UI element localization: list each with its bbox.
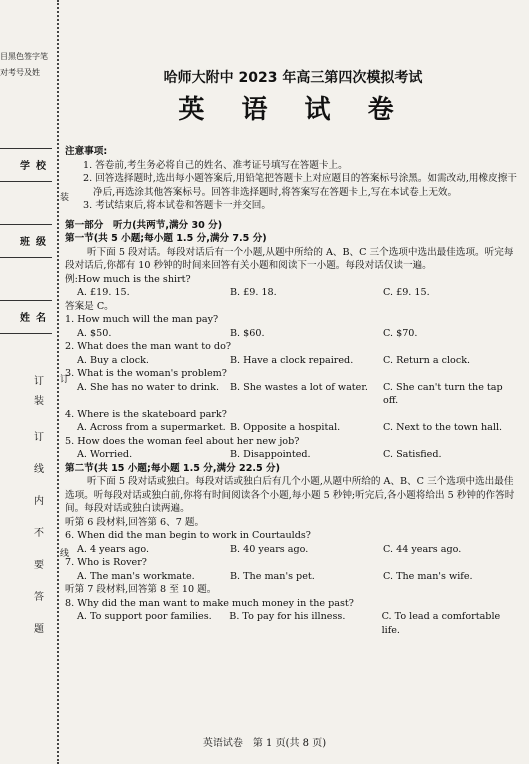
page-footer: 英语试卷 第 1 页(共 8 页)	[202, 738, 327, 749]
school-field: 学校	[0, 148, 52, 182]
option: A. To support poor families.	[77, 611, 212, 622]
binding-char: 订	[60, 375, 70, 385]
example-options	[65, 286, 521, 300]
school-line: 哈师大附中 2023 年高三第四次模拟考试	[163, 70, 423, 86]
part-heading: 第一部分 听力(共两节,满分 30 分)	[65, 219, 223, 231]
option: B. 40 years ago.	[230, 543, 309, 555]
question-options	[65, 354, 521, 368]
option: B. She wastes a lot of water.	[229, 381, 368, 393]
question: 5. How does the woman feel about her new job?	[65, 435, 300, 447]
question: 4. Where is the skateboard park?	[65, 408, 227, 420]
option: C. 44 years ago.	[383, 543, 462, 555]
group-intro: 听第 7 段材料,回答第 8 至 10 题。	[65, 584, 217, 595]
option: B. The man's pet.	[230, 570, 315, 582]
exam-title: 英 语 试 卷	[178, 94, 408, 125]
section-heading: 第一节(共 5 小题;每小题 1.5 分,满分 7.5 分)	[65, 233, 267, 244]
fold-char: 线	[34, 464, 44, 475]
example-answer: 答案是 C。	[65, 300, 114, 312]
fold-char: 装	[34, 396, 44, 407]
exam-content	[65, 70, 521, 637]
option: A. £19. 15.	[77, 287, 130, 298]
option: B. Disappointed.	[230, 449, 311, 460]
option: B. Opposite a hospital.	[230, 422, 341, 433]
question: 8. Why did the man want to make much money in the past?	[65, 597, 354, 609]
question-options	[65, 610, 521, 637]
question: 7. Who is Rover?	[65, 557, 147, 568]
fold-char: 题	[34, 624, 44, 635]
fold-char: 答	[34, 592, 44, 603]
option: C. To lead a comfortable life.	[381, 611, 501, 636]
binding-margin	[0, 0, 60, 764]
fold-char: 不	[34, 528, 44, 539]
question-options	[65, 327, 521, 341]
section-instructions: 听下面 5 段对话。每段对话后有一个小题,从题中所给的 A、B、C 三个选项中选出最佳选项。听完每段对话后,你都有 10 秒钟的时间来回答有关小题和阅读下一小题。每段对话仅读一遍。	[65, 246, 514, 271]
question-options	[65, 448, 521, 462]
notice-item: 1. 答卷前,考生务必将自己的姓名、准考证号填写在答题卡上。	[83, 159, 348, 171]
option: C. She can't turn the tap off.	[382, 381, 503, 406]
option: C. £9. 15.	[383, 287, 430, 298]
class-field: 班级	[0, 224, 52, 258]
question: 6. When did the man begin to work in Courtaulds?	[65, 530, 311, 541]
option: C. Return a clock.	[383, 354, 471, 366]
fold-char: 要	[34, 560, 44, 571]
option: B. £9. 18.	[230, 287, 277, 298]
option: B. To pay for his illness.	[229, 611, 346, 622]
example-question: 例:How much is the shirt?	[65, 273, 191, 285]
side-note: 目黑色签字笔	[0, 52, 48, 61]
side-note: 对考号及姓	[0, 68, 40, 77]
option: A. Worried.	[77, 449, 133, 460]
option: A. The man's workmate.	[77, 570, 195, 582]
question: 3. What is the woman's problem?	[65, 368, 227, 379]
option: C. The man's wife.	[383, 570, 473, 582]
question-options	[65, 421, 521, 435]
section-heading: 第二节(共 15 小题;每小题 1.5 分,满分 22.5 分)	[65, 462, 281, 474]
group-intro: 听第 6 段材料,回答第 6、7 题。	[65, 516, 205, 528]
fold-char: 订	[34, 376, 44, 387]
option: A. $50.	[77, 327, 112, 339]
option: C. $70.	[383, 327, 418, 339]
option: C. Next to the town hall.	[383, 422, 503, 433]
question-options	[65, 381, 521, 408]
option: A. Buy a clock.	[77, 354, 149, 366]
option: B. Have a clock repaired.	[230, 354, 354, 366]
question-options	[65, 543, 521, 557]
notice-item: 3. 考试结束后,将本试卷和答题卡一并交回。	[83, 200, 271, 211]
name-field: 姓名	[0, 300, 52, 334]
option: A. She has no water to drink.	[77, 381, 219, 393]
option: A. 4 years ago.	[77, 543, 150, 555]
fold-char: 内	[34, 496, 44, 507]
binding-char: 线	[60, 549, 70, 559]
section-instructions: 听下面 5 段对话或独白。每段对话或独白后有几个小题,从题中所给的 A、B、C 三个选项中选出最佳选项。听每段对话或独白前,你将有时间阅读各个小题,每小题 5 秒钟;听完后,各小题将给出 5 秒钟的作答时间。每段对话或独白读两遍。	[65, 476, 515, 514]
notice-heading: 注意事项:	[65, 146, 108, 157]
binding-char: 装	[60, 193, 70, 203]
option: A. Across from a supermarket.	[77, 422, 226, 433]
option: B. $60.	[230, 327, 265, 339]
fold-char: 订	[34, 432, 44, 443]
question: 1. How much will the man pay?	[65, 314, 219, 325]
option: C. Satisfied.	[383, 449, 442, 460]
binding-dotted-line	[57, 0, 59, 764]
question: 2. What does the man want to do?	[65, 341, 231, 352]
question-options	[65, 570, 521, 584]
notice-item: 2. 回答选择题时,选出每小题答案后,用铅笔把答题卡上对应题目的答案标号涂黑。如需改动,用橡皮擦干净后,再选涂其他答案标号。回答非选择题时,将答案写在答题卡上,写在本试卷上无效。	[83, 173, 517, 198]
